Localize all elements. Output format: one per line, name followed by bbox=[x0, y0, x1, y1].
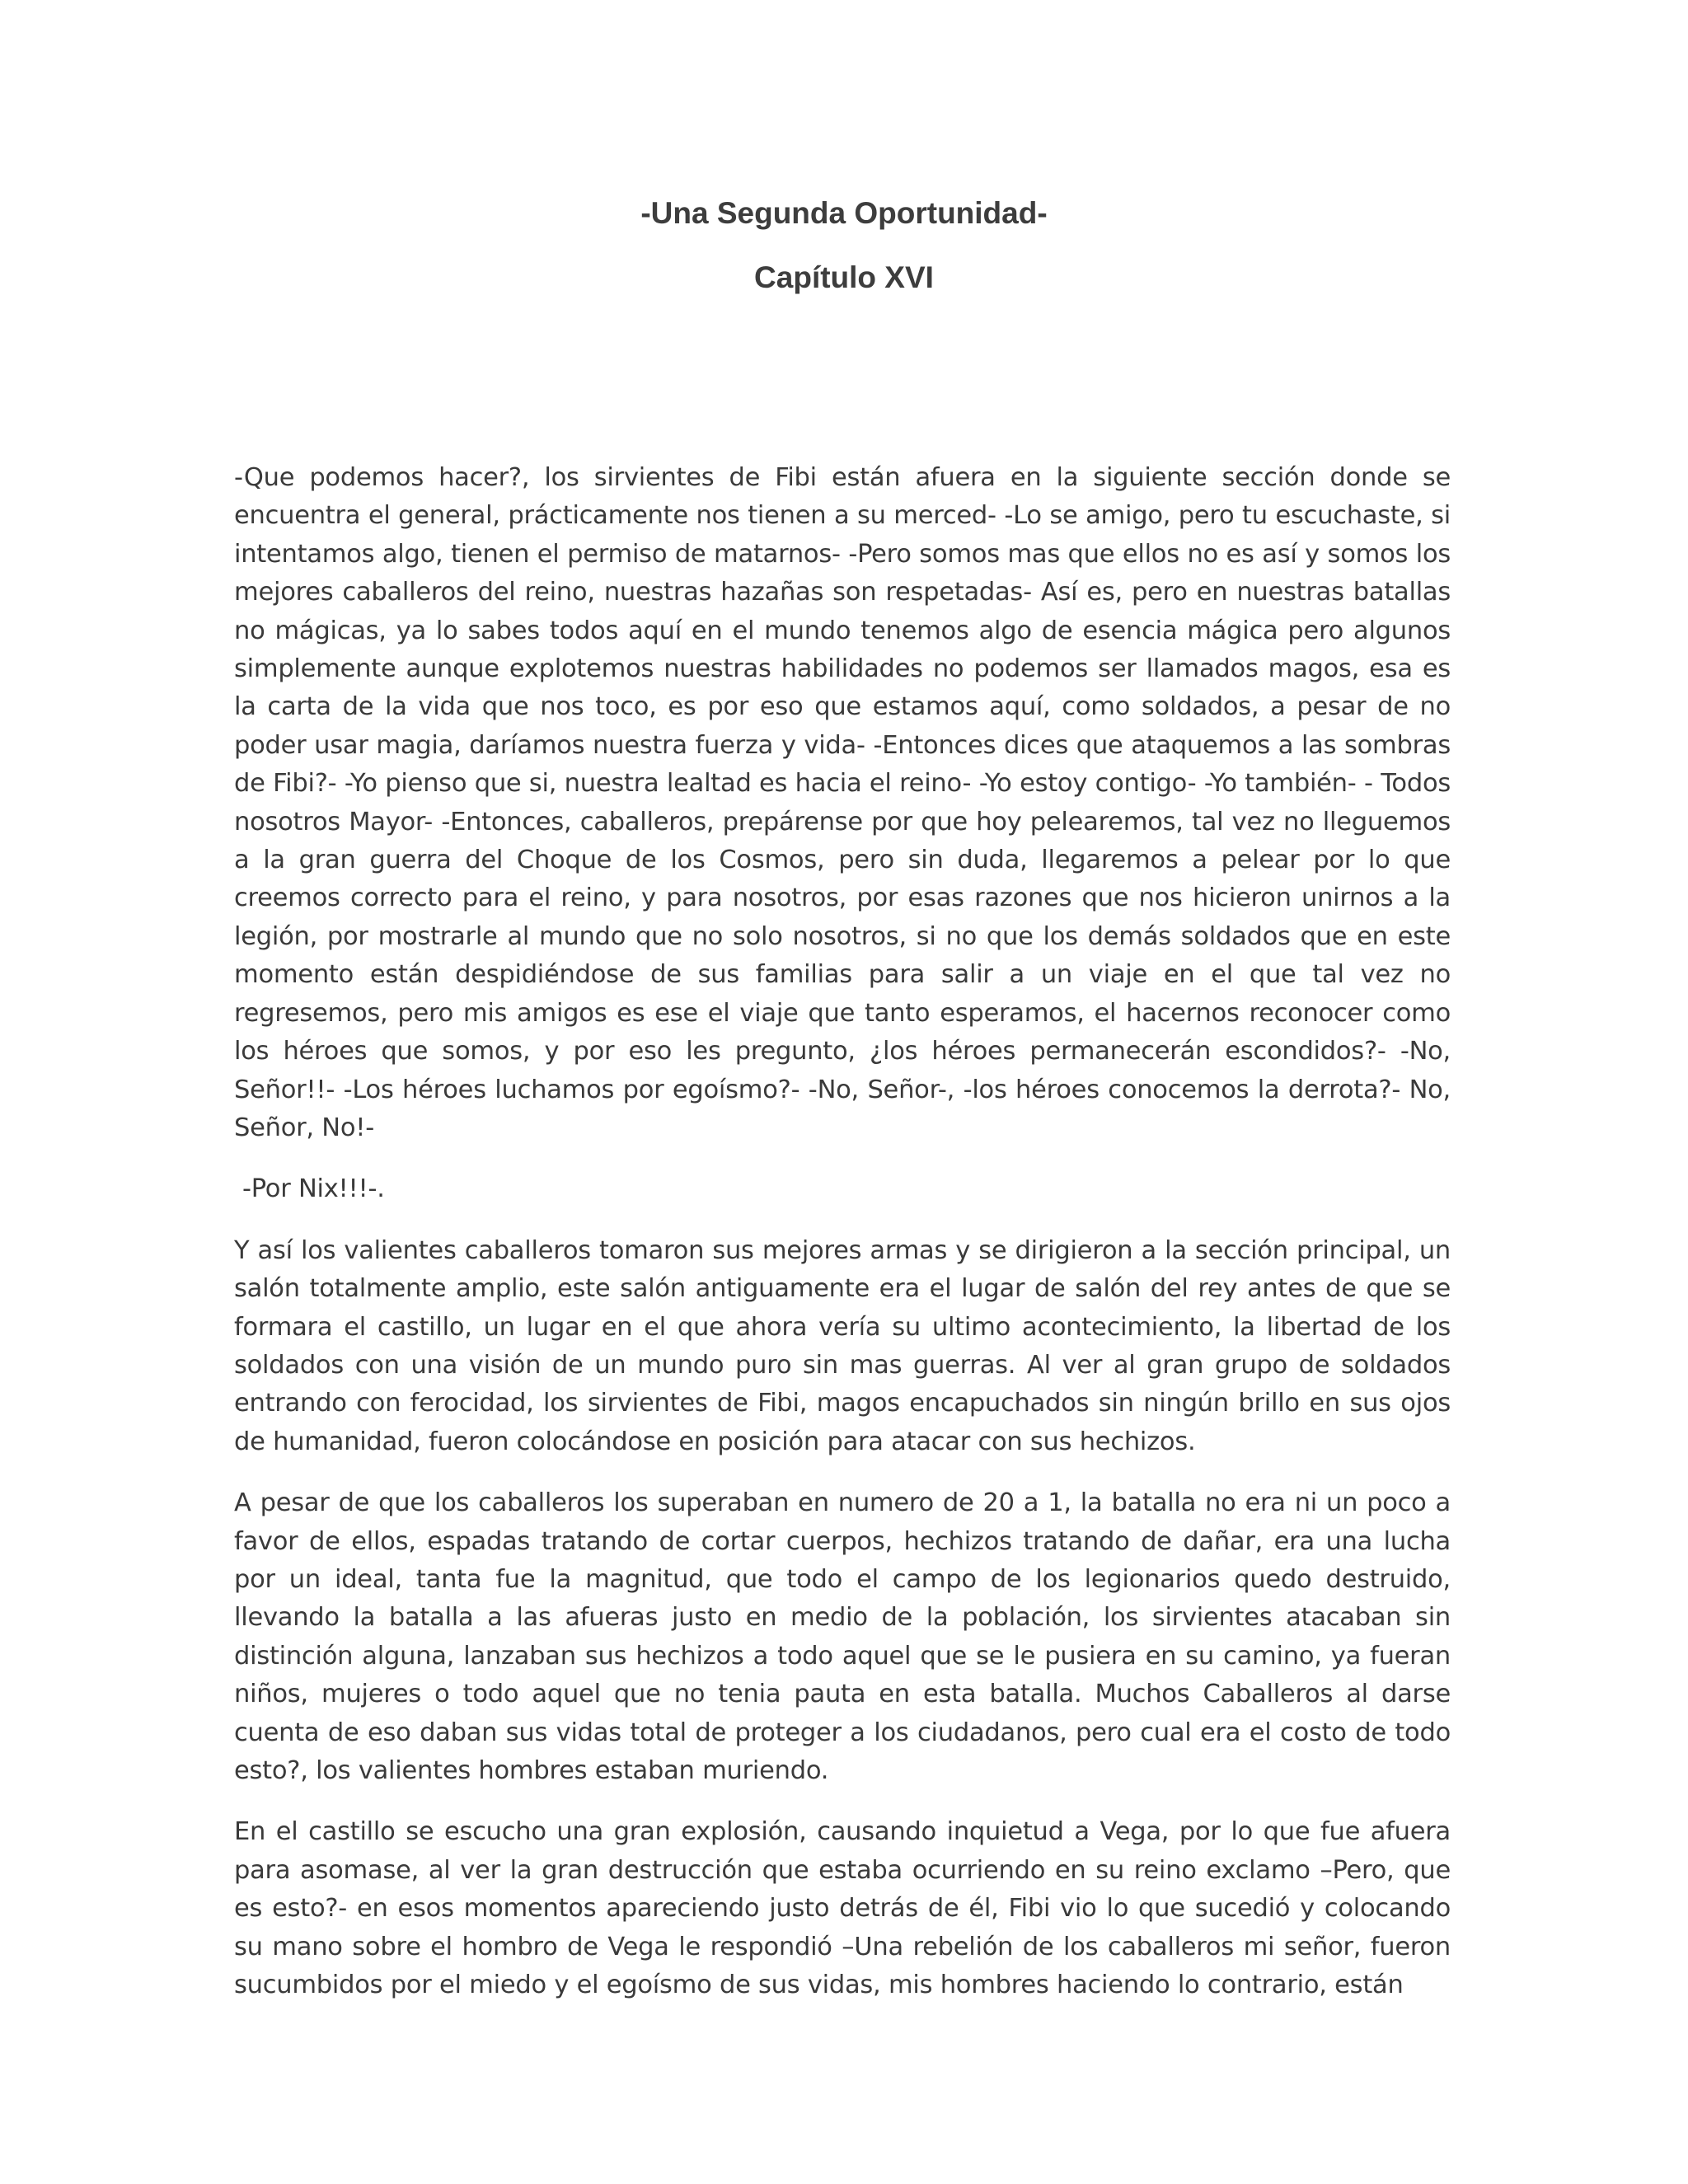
paragraph-2: -Por Nix!!!-. bbox=[242, 1174, 385, 1204]
document-body bbox=[234, 459, 1451, 2027]
document-title: -Una Segunda Oportunidad- bbox=[640, 196, 1048, 230]
paragraph-1: -Que podemos hacer?, los sirvientes de Fibi están afuera en la siguiente sección donde se encuentra el general, prácticamente nos tienen a su merced- -Lo se amigo, pero tu escuchaste, si intentamos algo, tienen el permiso de matarnos- -Pero somos mas que ellos no es así y somos los mejores caballeros del reino, nuestras hazañas son respetadas- Así es, pero en nuestras batallas no mágicas, ya lo sabes todos aquí en el mundo tenemos algo de esencia mágica pero algunos simplemente aunque explotemos nuestras habilidades no podemos ser llamados magos, esa es la carta de la vida que nos toco, es por eso que estamos aquí, como soldados, a pesar de no poder usar magia, daríamos nuestra fuerza y vida- -Entonces dices que ataquemos a las sombras de Fibi?- -Yo pienso que si, nuestra lealtad es hacia el reino- -Yo estoy contigo- -Yo también- - Todos nosotros Mayor- -Entonces, caballeros, prepárense por que hoy pelearemos, tal vez no lleguemos a la gran guerra del Choque de los Cosmos, pero sin duda, llegaremos a pelear por lo que creemos correcto para el reino, y para nosotros, por esas razones que nos hicieron unirnos a la legión, por mostrarle al mundo que no solo nosotros, si no que los demás soldados que en este momento están despidiéndose de sus familias para salir a un viaje en el que tal vez no regresemos, pero mis amigos es ese el viaje que tanto esperamos, el hacernos reconocer como los héroes que somos, y por eso les pregunto, ¿los héroes permanecerán escondidos?- -No, Señor!!- -Los héroes luchamos por egoísmo?- -No, Señor-, -los héroes conocemos la derrota?- No, Señor, No!- bbox=[234, 463, 1451, 1142]
paragraph-5: En el castillo se escucho una gran explosión, causando inquietud a Vega, por lo que fue afuera para asomase, al ver la gran destrucción que estaba ocurriendo en su reino exclamo –Pero, que es esto?- en esos momentos apareciendo justo detrás de él, Fibi vio lo que sucedió y colocando su mano sobre el hombro de Vega le respondió –Una rebelión de los caballeros mi señor, fueron sucumbidos por el miedo y el egoísmo de sus vidas, mis hombres haciendo lo contrario, están bbox=[234, 1817, 1451, 2000]
paragraph-3: Y así los valientes caballeros tomaron sus mejores armas y se dirigieron a la sección principal, un salón totalmente amplio, este salón antiguamente era el lugar de salón del rey antes de que se formara el castillo, un lugar en el que ahora vería su ultimo acontecimiento, la libertad de los soldados con una visión de un mundo puro sin mas guerras. Al ver al gran grupo de soldados entrando con ferocidad, los sirvientes de Fibi, magos encapuchados sin ningún brillo en sus ojos de humanidad, fueron colocándose en posición para atacar con sus hechizos. bbox=[234, 1235, 1451, 1456]
chapter-title: Capítulo XVI bbox=[754, 260, 934, 294]
paragraph-4: A pesar de que los caballeros los superaban en numero de 20 a 1, la batalla no era ni un poco a favor de ellos, espadas tratando de cortar cuerpos, hechizos tratando de dañar, era una lucha por un ideal, tanta fue la magnitud, que todo el campo de los legionarios quedo destruido, llevando la batalla a las afueras justo en medio de la población, los sirvientes atacaban sin distinción alguna, lanzaban sus hechizos a todo aquel que se le pusiera en su camino, ya fueran niños, mujeres o todo aquel que no tenia pauta en esta batalla. Muchos Caballeros al darse cuenta de eso daban sus vidas total de proteger a los ciudadanos, pero cual era el costo de todo esto?, los valientes hombres estaban muriendo. bbox=[234, 1488, 1451, 1785]
